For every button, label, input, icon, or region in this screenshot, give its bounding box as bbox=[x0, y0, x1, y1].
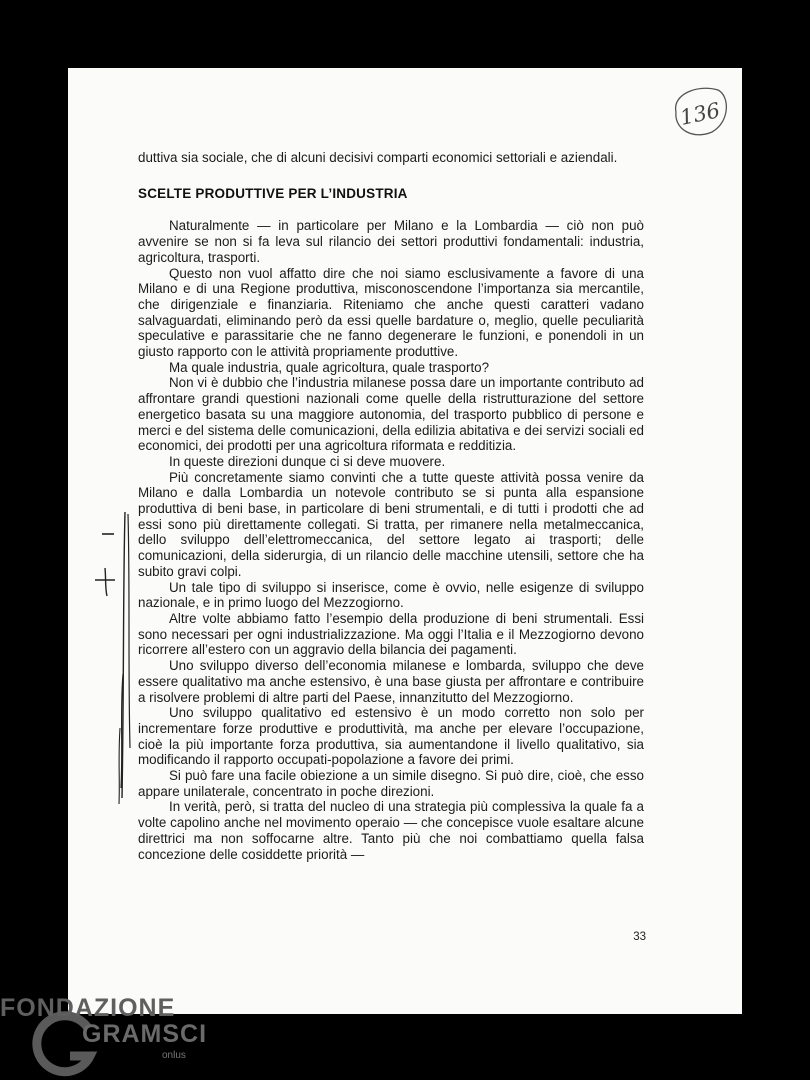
intro-paragraph: duttiva sia sociale, che di alcuni decisivi comparti economici settoriali e aziendali. bbox=[138, 150, 618, 165]
section-title: SCELTE PRODUTTIVE PER L’INDUSTRIA bbox=[138, 185, 408, 201]
paragraph: Ma quale industria, quale agricoltura, quale trasporto? bbox=[169, 359, 490, 375]
archive-stamp bbox=[668, 82, 732, 140]
logo-line-1: FONDAZIONE bbox=[0, 994, 176, 1022]
paragraph: Naturalmente — in particolare per Milano e la Lombardia — ciò non può avvenire se non si fa leva sul rilancio dei settori produttivi fondamentali: industria, agricoltura, trasporti. bbox=[138, 218, 644, 265]
paragraph: Uno sviluppo qualitativo ed estensivo è un modo corretto non solo per incrementare forze produttive e produttività, ma anche per elevare l’occupazione, cioè la più importante forza produttiva, sia aumentandone il livello qualitativo, sia modificando il rapporto occupati-popolazione a favore dei primi. bbox=[138, 705, 644, 768]
paragraph: Non vi è dubbio che l’industria milanese possa dare un importante contributo ad affrontare grandi questioni nazionali come quelle della ristrutturazione del settore energetico basata su una maggiore autonomia, del trasporto pubblico di persone e merci e del sistema delle comunicazioni, della edilizia abitativa e dei servizi sociali ed economici, dei prodotti per una agricoltura riformata e redditizia. bbox=[138, 375, 644, 454]
paragraph: Un tale tipo di sviluppo si inserisce, come è ovvio, nelle esigenze di sviluppo nazionale, e in primo luogo del Mezzogiorno. bbox=[138, 579, 644, 611]
paragraph: Si può fare una facile obiezione a un simile disegno. Si può dire, cioè, che esso appare unilaterale, concentrato in poche direzioni. bbox=[138, 768, 644, 799]
logo-line-3: onlus bbox=[162, 1050, 186, 1061]
logo-line-2: GRAMSCI bbox=[82, 1020, 208, 1048]
body-text bbox=[138, 150, 644, 862]
paragraph: Altre volte abbiamo fatto l’esempio della produzione di beni strumentali. Essi sono necessari per ogni industrializzazione. Ma oggi l’Italia e il Mezzogiorno devono ricorrere all’estero con un aggravio della bilancia dei pagamenti. bbox=[138, 610, 644, 658]
page-number: 33 bbox=[633, 931, 646, 943]
paragraph: Più concretamente siamo convinti che a tutte queste attività possa venire da Milano e dalla Lombardia un notevole contributo se si punta alla espansione produttiva di beni base, in particolare di beni strumentali, e di tutti i prodotti che ad essi sono più direttamente collegati. Si tratta, per rimanere nella metalmeccanica, dello sviluppo dell’elettromeccanica, del settore legato ai trasporti; delle comunicazioni, della siderurgia, di un rilancio delle macchine utensili, settore che ha subito gravi colpi. bbox=[138, 469, 644, 579]
paragraph: Questo non vuol affatto dire che noi siamo esclusivamente a favore di una Milano e di una Regione produttiva, misconoscendone l’importanza sia mercantile, che dirigenziale e finanziaria. Riteniamo che anche questi caratteri vadano salvaguardati, eliminando però da essi quelle bardature o, meglio, quelle peculiarità speculative e parassitarie che ne fanno degenerare le funzioni, e ponendoli in un giusto rapporto con le attività propriamente produttive. bbox=[138, 265, 644, 360]
foundation-logo bbox=[0, 990, 230, 1080]
paragraph: Uno sviluppo diverso dell’economia milanese e lombarda, sviluppo che deve essere qualitativo ma anche estensivo, è una base giusta per affrontare e contribuire a risolvere problemi di altre parti del Paese, innanzitutto del Mezzogiorno. bbox=[138, 658, 644, 705]
paragraph: In queste direzioni dunque ci si deve muovere. bbox=[169, 453, 446, 469]
document-page bbox=[68, 68, 742, 1014]
archive-number: 136 bbox=[677, 98, 723, 130]
paragraph: In verità, però, si tratta del nucleo di una strategia più complessiva la quale fa a volte capolino anche nel movimento operaio — che concepisce vuole esaltare alcune direttrici ma non soffocarne altre. Tanto più che noi combattiamo quella falsa concezione delle cosiddette priorità — bbox=[138, 799, 644, 862]
